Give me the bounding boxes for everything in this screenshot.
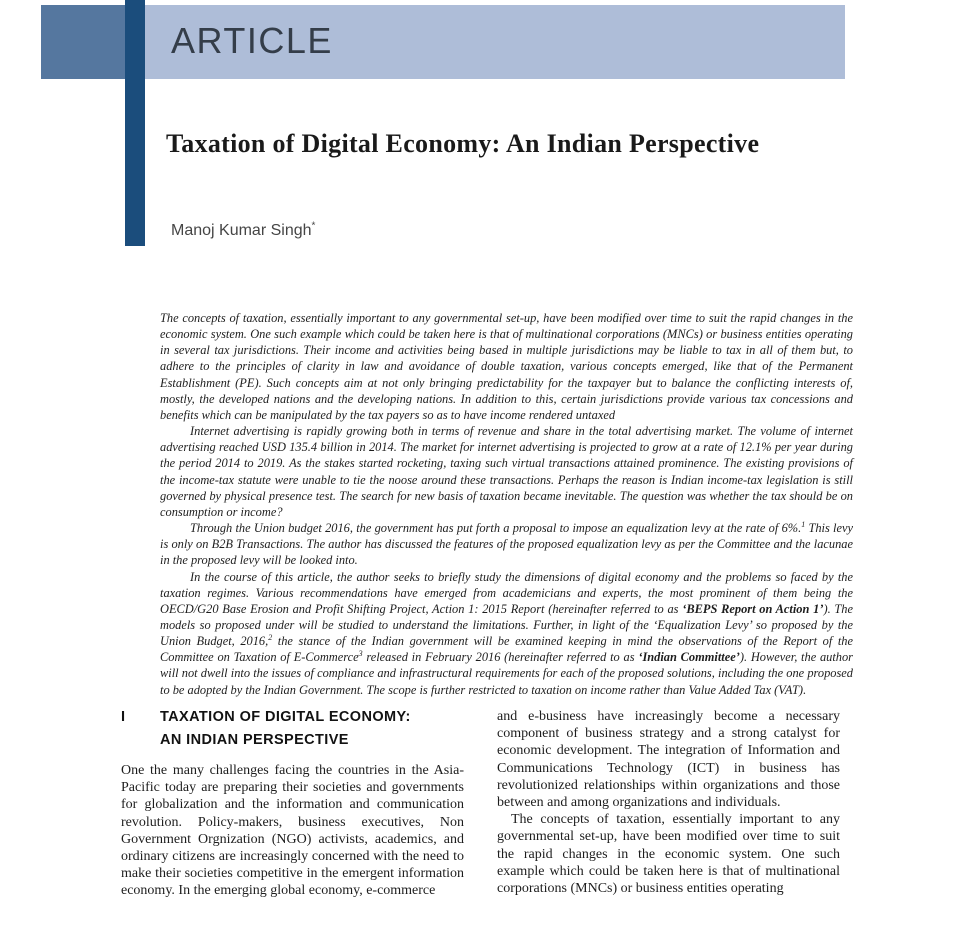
vertical-accent-bar — [125, 0, 145, 246]
text-segment: the stance of the Indian government will be examined keeping in mind the observations of the Report of the Committee on Taxation of E-Commerce — [160, 634, 853, 665]
abstract-block — [160, 310, 853, 698]
text-segment: This levy is only on B2B Transactions. The author has discussed the features of the proposed equalization levy as per the Committee and the lacunae in the proposed levy will be looked into. — [160, 521, 853, 568]
article-title: Taxation of Digital Economy: An Indian Perspective — [166, 129, 760, 159]
text-segment: ‘BEPS Report on Action 1’ — [682, 601, 824, 616]
section-heading-line2: AN INDIAN PERSPECTIVE — [160, 732, 349, 748]
section-heading-line1: TAXATION OF DIGITAL ECONOMY: — [160, 709, 411, 725]
paragraph — [497, 708, 840, 811]
text-segment: Internet advertising is rapidly growing both in terms of revenue and share in the total advertising market. The volume of internet advertising reached USD 135.4 billion in 2014. The market for internet advertising is projected to grow at a rate of 12.1% per year during the period 2014 to 2019. As the stakes started rocketing, taxing such virtual transactions attained prominence. The existing provisions of the income-tax statute were unable to tie the noose around these transactions. Perhaps the reason is Indian income-tax legislation is still governed by physical presence test. The search for new basis of taxation became inevitable. The question was whether the tax should be on consumption or income? — [160, 424, 853, 519]
text-segment: released in February 2016 (hereinafter referred to as — [362, 650, 639, 665]
text-segment: Through the Union budget 2016, the government has put forth a proposal to impose an equalization levy at the rate of 6%. — [190, 521, 802, 536]
footnote-marker: 3 — [358, 649, 363, 659]
text-segment: and e-business have increasingly become a necessary component of business strategy and a strong catalyst for economic development. The integration of Information and Communications Technology (ICT) in business has revolutionized relationships within organizations and those between and among organizations and individuals. — [497, 709, 840, 811]
body-column-right — [497, 708, 840, 897]
author-name: Manoj Kumar Singh — [171, 222, 312, 239]
section-heading — [121, 706, 411, 752]
footnote-marker: 1 — [801, 519, 806, 529]
paragraph — [497, 811, 840, 897]
text-segment: The concepts of taxation, essentially important to any governmental set-up, have been modified over time to suit the rapid changes in the economic system. One such example which could be taken here is that of multinational corporations (MNCs) or business entities operating in several tax jurisdictions. Their income and activities being based in multiple jurisdictions may be liable to tax in all of them but, to adhere to the principles of clarity in law and avoidance of double taxation, various concepts emerged, like that of the Permanent Establishment (PE). Such concepts aim at not only bringing predictability for the taxpayer but to balance the conflicting interests of, mostly, the developed nations and the developing nations. In addition to this, certain jurisdictions provide various tax concessions and benefits which can be manipulated by the tax payers so as to have income rendered untaxed — [160, 311, 853, 422]
section-heading-text — [160, 706, 411, 752]
text-segment: ‘Indian Committee’ — [638, 650, 740, 665]
author-footnote-mark: * — [311, 220, 316, 232]
article-banner — [41, 5, 845, 79]
author-line — [171, 222, 315, 240]
text-segment: The concepts of taxation, essentially important to any governmental set-up, have been modified over time to suit the rapid changes in the economic system. One such example which could be taken here is that of multinational corporations (MNCs) or business entities operating — [497, 812, 840, 897]
paragraph — [160, 569, 853, 698]
paragraph — [160, 520, 853, 568]
paragraph — [160, 423, 853, 520]
banner-accent-block — [41, 5, 125, 79]
section-number: I — [121, 709, 126, 725]
text-segment: ). The models so proposed under will be studied to understand the limitations. Further, in light of the ‘Equalization Levy’ so proposed by the Union Budget, 2016, — [160, 601, 854, 649]
paragraph — [160, 310, 853, 423]
text-segment: ). However, the author will not dwell into the issues of compliance and infrastructural requirements for each of the proposed solutions, including the one proposed to be adopted by the Indian Government. The scope is further restricted to taxation on income rather than Value Added Tax (VAT). — [160, 650, 854, 697]
banner-label: ARTICLE — [171, 20, 333, 61]
body-column-left — [121, 762, 464, 900]
text-segment: One the many challenges facing the countries in the Asia-Pacific today are preparing their societies and governments for globalization and the information and communication revolution. Policy-makers, business executives, Non Government Orgnization (NGO) activists, academics, and ordinary citizens are increasingly concerned with the need to make their societies competitive in the emergent information economy. In the emerging global economy, e-commerce — [121, 763, 464, 899]
text-segment: In the course of this article, the author seeks to briefly study the dimensions of digital economy and the problems so faced by the taxation regimes. Various recommendations have emerged from academicians and experts, the most prominent of them being the OECD/G20 Base Erosion and Profit Shifting Project, Action 1: 2015 Report (hereinafter referred to as — [160, 569, 853, 616]
footnote-marker: 2 — [268, 633, 273, 642]
paragraph — [121, 762, 464, 900]
